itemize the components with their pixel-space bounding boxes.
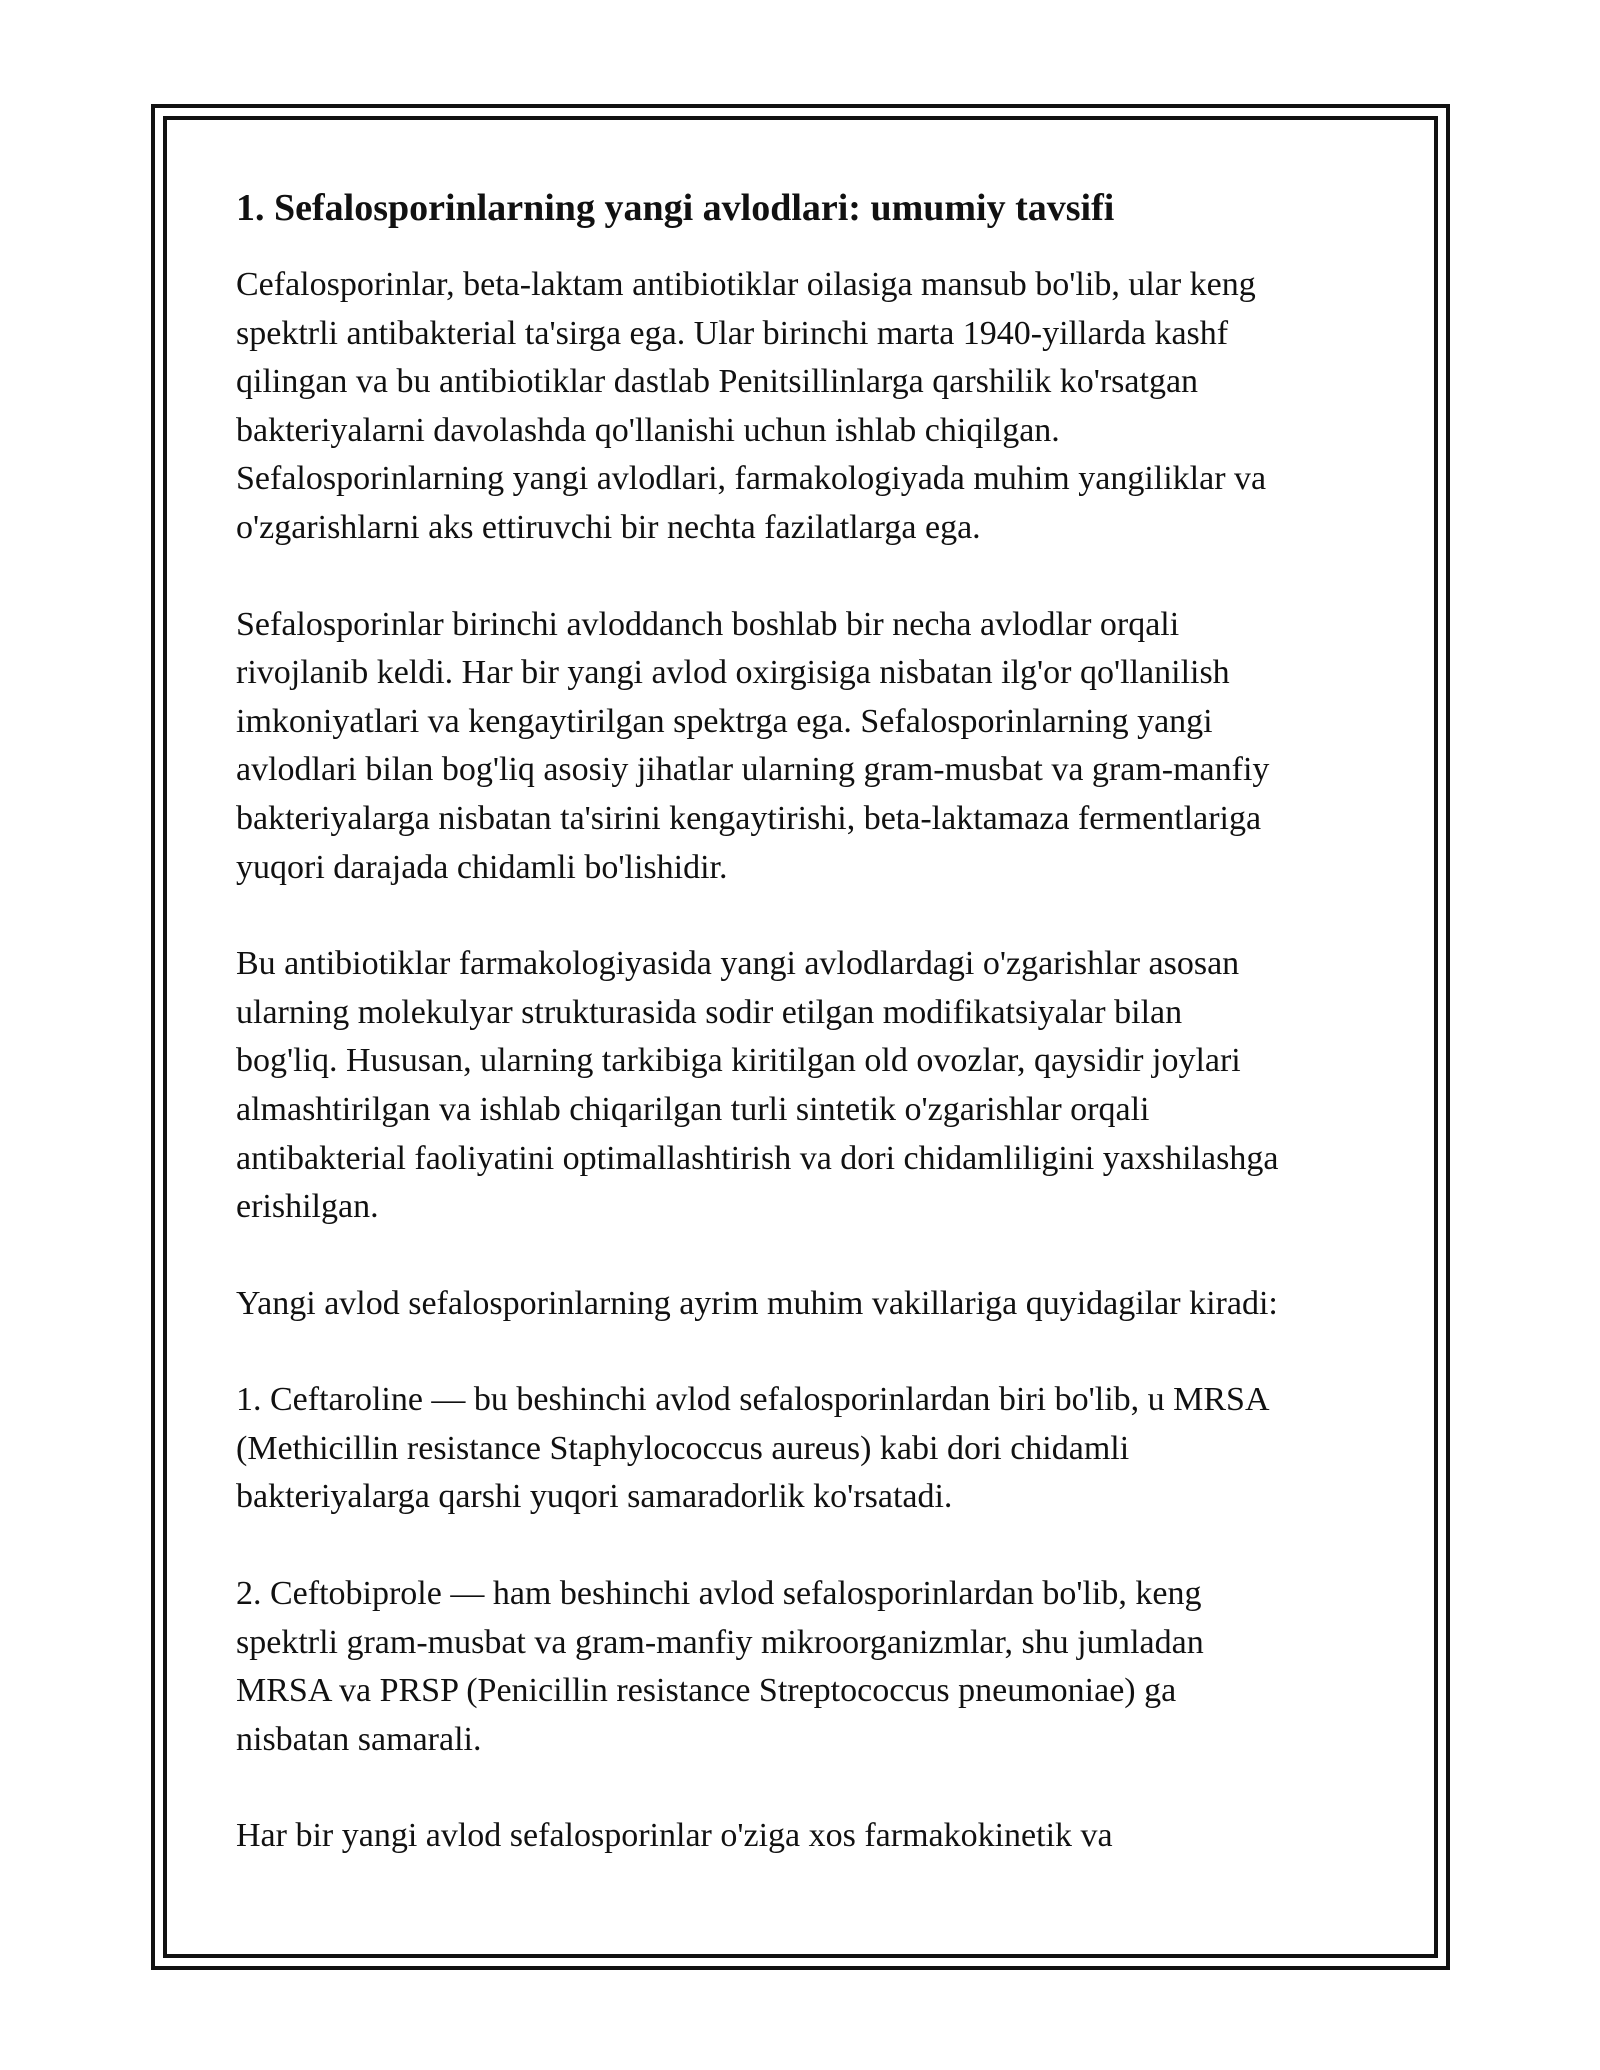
paragraph-representatives-intro: Yangi avlod sefalosporinlarning ayrim muhim vakillariga quyidagilar kiradi: xyxy=(236,1284,1278,1322)
paragraph-generations: Sefalosporinlar birinchi avloddanch boshlab bir necha avlodlar orqali rivojlanib keldi. Har bir yangi avlod oxirgisiga nisbatan ilg'or qo'llanilish imkoniyatlari va kengaytirilgan spektrga ega. Sefalosporinlarning yangi avlodlari bilan bog'liq asosiy jihatlar ularning gram-musbat va gram-manfiy bakteriyalarga nisbatan ta'sirini kengaytirishi, beta-laktamaza fermentlariga yuqori darajada chidamli bo'lishidir. xyxy=(236,605,1270,886)
paragraph-continuation: Har bir yangi avlod sefalosporinlar o'ziga xos farmakokinetik va xyxy=(236,1817,1113,1855)
section-heading: 1. Sefalosporinlarning yangi avlodlari: umumiy tavsifi xyxy=(236,187,1115,229)
paragraph-modifications: Bu antibiotiklar farmakologiyasida yangi avlodlardagi o'zgarishlar asosan ularning molekulyar strukturasida sodir etilgan modifikatsiyalar bilan bog'liq. Hususan, ularning tarkibiga kiritilgan old ovozlar, qaysidir joylari almashtirilgan va ishlab chiqarilgan turli sintetik o'zgarishlar orqali antibakterial faoliyatini optimallashtirish va dori chidamliligini yaxshilashga erishilgan. xyxy=(236,945,1279,1226)
list-item-ceftobiprole: 2. Ceftobiprole — ham beshinchi avlod sefalosporinlardan bo'lib, keng spektrli gram-musbat va gram-manfiy mikroorganizmlar, shu jumladan MRSA va PRSP (Penicillin resistance Streptococcus pneumoniae) ga nisbatan samarali. xyxy=(236,1575,1204,1758)
document-body xyxy=(236,185,1386,1909)
paragraph-intro: Cefalosporinlar, beta-laktam antibiotiklar oilasiga mansub bo'lib, ular keng spektrli antibakterial ta'sirga ega. Ular birinchi marta 1940-yillarda kashf qilingan va bu antibiotiklar dastlab Penitsillinlarga qarshilik ko'rsatgan bakteriyalarni davolashda qo'llanishi uchun ishlab chiqilgan. Sefalosporinlarning yangi avlodlari, farmakologiyada muhim yangiliklar va o'zgarishlarni aks ettiruvchi bir nechta fazilatlarga ega. xyxy=(236,266,1267,546)
list-item-ceftaroline: 1. Ceftaroline — bu beshinchi avlod sefalosporinlardan biri bo'lib, u MRSA (Methicillin resistance Staphylococcus aureus) kabi dori chidamli bakteriyalarga qarshi yuqori samaradorlik ko'rsatadi. xyxy=(236,1381,1270,1516)
